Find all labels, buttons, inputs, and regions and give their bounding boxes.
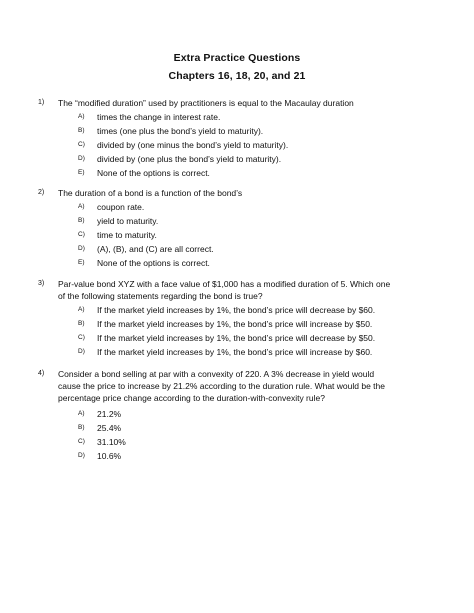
option-letter: B) — [78, 424, 85, 431]
question-text: Par-value bond XYZ with a face value of $1,000 has a modified duration of 5. Which one of the following statements regarding the bond is true? — [58, 279, 391, 301]
question-number: 2) — [38, 189, 45, 196]
option-text: divided by (one plus the bond’s yield to maturity). — [97, 154, 282, 164]
option-letter: E) — [78, 169, 85, 176]
option-c — [0, 332, 474, 344]
option-letter: C) — [78, 438, 85, 445]
option-letter: A) — [78, 203, 85, 210]
option-text: If the market yield increases by 1%, the bond’s price will decrease by $50. — [97, 333, 376, 343]
option-letter: B) — [78, 320, 85, 327]
option-c — [0, 229, 474, 241]
option-e — [0, 257, 474, 269]
document-title: Extra Practice Questions — [173, 52, 301, 64]
question-number: 4) — [38, 370, 45, 377]
option-text: 25.4% — [97, 423, 122, 433]
option-b — [0, 215, 474, 227]
option-b — [0, 125, 474, 137]
option-text: divided by (one minus the bond’s yield to maturity). — [97, 140, 289, 150]
option-a — [0, 304, 474, 316]
option-letter: D) — [78, 155, 85, 162]
option-letter: E) — [78, 259, 85, 266]
question-text: The “modified duration” used by practitioners is equal to the Macaulay duration — [58, 98, 354, 108]
option-letter: A) — [78, 306, 85, 313]
option-d — [0, 346, 474, 358]
option-b — [0, 422, 474, 434]
document-subtitle: Chapters 16, 18, 20, and 21 — [168, 70, 306, 82]
option-c — [0, 436, 474, 448]
option-a — [0, 111, 474, 123]
option-text: If the market yield increases by 1%, the bond’s price will increase by $50. — [97, 319, 373, 329]
question-text: Consider a bond selling at par with a convexity of 220. A 3% decrease in yield would cause the price to increase by 21.2% according to the duration rule. What would be the percentage price change according to the duration-with-convexity rule? — [58, 369, 385, 403]
question-number: 3) — [38, 280, 45, 287]
option-c — [0, 139, 474, 151]
option-text: None of the options is correct. — [97, 258, 210, 268]
option-letter: A) — [78, 410, 85, 417]
option-text: times (one plus the bond’s yield to maturity). — [97, 126, 264, 136]
option-text: coupon rate. — [97, 202, 145, 212]
option-text: 31.10% — [97, 437, 126, 447]
option-text: yield to maturity. — [97, 216, 159, 226]
option-letter: D) — [78, 245, 85, 252]
option-letter: C) — [78, 141, 85, 148]
option-d — [0, 243, 474, 255]
option-text: 21.2% — [97, 409, 122, 419]
option-a — [0, 408, 474, 420]
option-text: If the market yield increases by 1%, the bond’s price will decrease by $60. — [97, 305, 376, 315]
option-text: 10.6% — [97, 451, 122, 461]
option-text: If the market yield increases by 1%, the bond’s price will increase by $60. — [97, 347, 373, 357]
option-d — [0, 450, 474, 462]
option-text: (A), (B), and (C) are all correct. — [97, 244, 214, 254]
option-letter: D) — [78, 452, 85, 459]
question-text: The duration of a bond is a function of the bond’s — [58, 188, 243, 198]
option-b — [0, 318, 474, 330]
option-letter: B) — [78, 127, 85, 134]
option-letter: D) — [78, 348, 85, 355]
option-d — [0, 153, 474, 165]
option-letter: B) — [78, 217, 85, 224]
option-letter: C) — [78, 231, 85, 238]
option-letter: A) — [78, 113, 85, 120]
option-text: time to maturity. — [97, 230, 157, 240]
option-text: times the change in interest rate. — [97, 112, 221, 122]
option-text: None of the options is correct. — [97, 168, 210, 178]
option-letter: C) — [78, 334, 85, 341]
option-e — [0, 167, 474, 179]
question-number: 1) — [38, 99, 45, 106]
option-a — [0, 201, 474, 213]
